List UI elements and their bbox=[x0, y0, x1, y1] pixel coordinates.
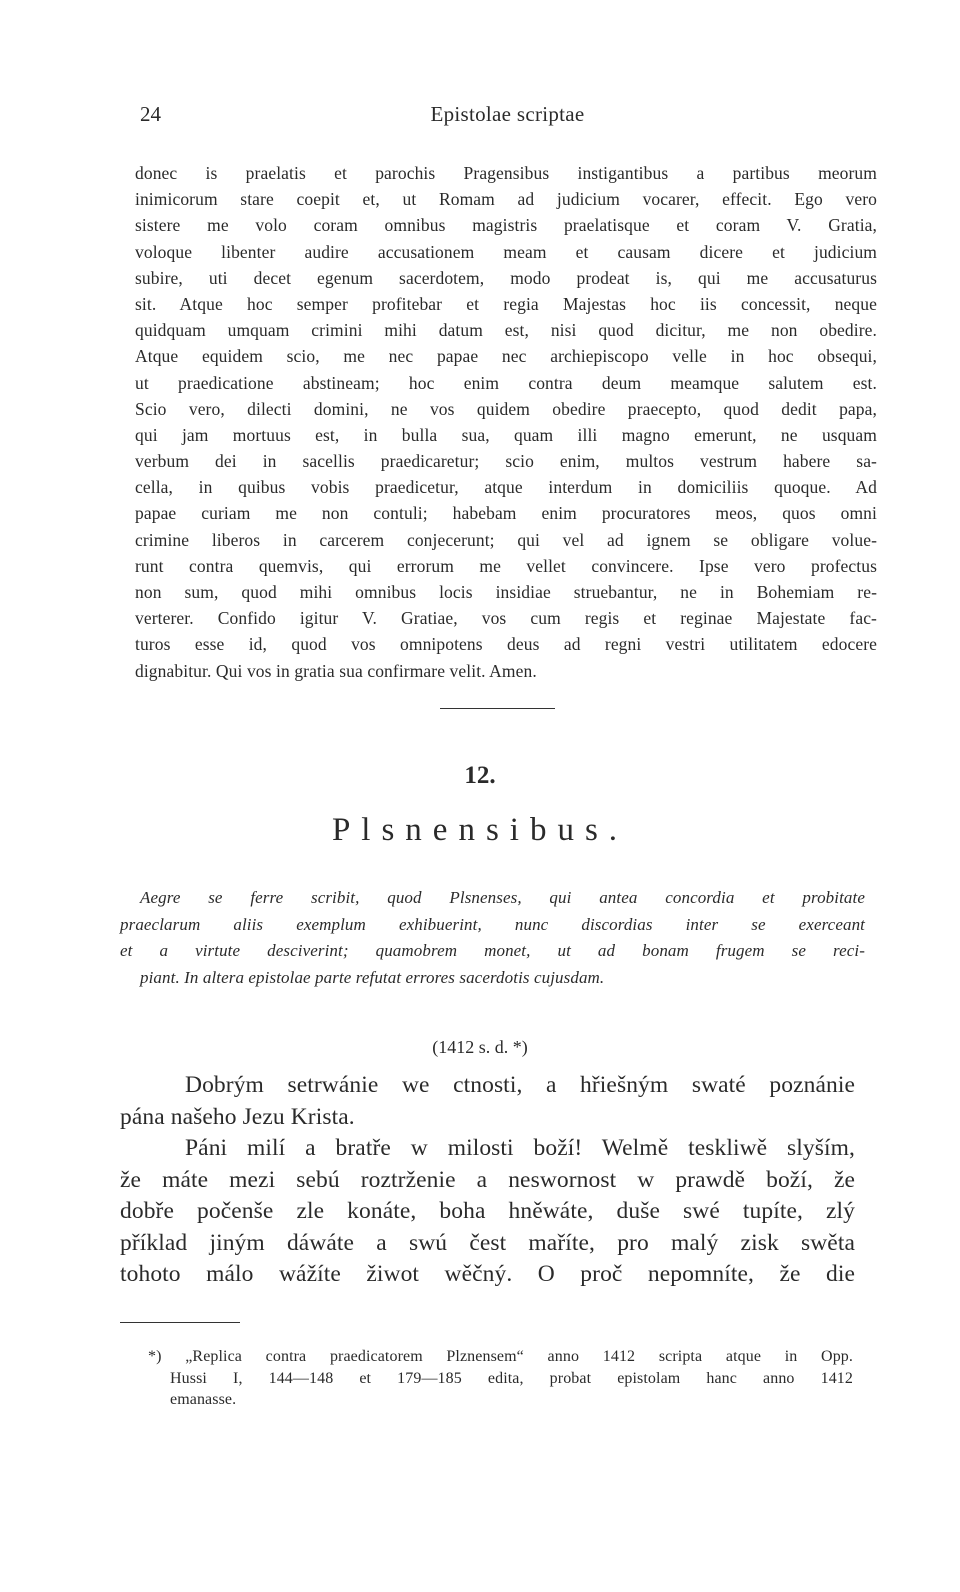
letter-number: 12. bbox=[464, 762, 496, 789]
text-line: ut praedicatione abstineam; hoc enim contra deum meamque salutem est. bbox=[135, 372, 877, 393]
text-line: runt contra quemvis, qui errorum me vellet convincere. Ipse vero profectus bbox=[135, 555, 877, 576]
text-line: příklad jiným dáwáte a swú čest maříte, pro malý zisk swěta bbox=[120, 1229, 855, 1256]
summary-line: et a virtute desciverint; quamobrem monet, ut ad bonam frugem se reci- bbox=[120, 941, 865, 960]
section-divider bbox=[440, 708, 555, 709]
latin-letter-text bbox=[135, 160, 877, 684]
text-line: verterer. Confido igitur V. Gratiae, vos cum regis et reginae Majestate fac- bbox=[135, 608, 877, 629]
text-line: dobře počenše zle konáte, boha hněwáte, duše swé tupíte, zlý bbox=[120, 1198, 855, 1224]
page-header bbox=[140, 102, 875, 132]
text-line: papae curiam me non contuli; habebam enim procuratores meos, quos omni bbox=[135, 503, 877, 524]
text-line: že máte mezi sebú roztrženie a neswornost w prawdě boží, že bbox=[120, 1166, 855, 1193]
letter-title: Plsnensibus. bbox=[331, 812, 629, 848]
text-line: turos esse id, quod vos omnipotens deus ad regni vestri utilitatem edocere bbox=[135, 634, 877, 655]
text-line: Atque equidem scio, me nec papae nec archiepiscopo velle in hoc obsequi, bbox=[135, 346, 877, 367]
text-line: verbum dei in sacellis praedicaretur; scio enim, multos vestrum habere sa- bbox=[135, 451, 877, 472]
text-line: Scio vero, dilecti domini, ne vos quidem obedire praecepto, quod dedit papa, bbox=[135, 398, 877, 419]
text-line: inimicorum stare coepit et, ut Romam ad judicium vocarer, effecit. Ego vero bbox=[135, 189, 877, 210]
text-line: tohoto málo wážíte žiwot wěčný. O proč nepomníte, že die bbox=[120, 1261, 855, 1287]
summary-line: praeclarum aliis exemplum exhibuerint, nunc discordias inter se exerceant bbox=[120, 914, 865, 934]
text-line: dignabitur. Qui vos in gratia sua confirmare velit. Amen. bbox=[135, 660, 537, 681]
page-number: 24 bbox=[140, 102, 161, 126]
footnote-divider bbox=[120, 1322, 240, 1323]
text-line: Dobrým setrwánie we ctnosti, a hřiešným swaté poznánie bbox=[185, 1072, 855, 1098]
text-line: crimine liberos in carcerem conjecerunt; qui vel ad ignem se obligare volue- bbox=[135, 529, 877, 550]
footnote-line: emanasse. bbox=[170, 1391, 237, 1408]
text-line: voloque libenter audire accusationem meam et causam dicere et judicium bbox=[135, 241, 877, 262]
text-line: donec is praelatis et parochis Pragensibus instigantibus a partibus meorum bbox=[135, 163, 877, 183]
text-line: quidquam umquam crimini mihi datum est, nisi quod dicitur, me non obedire. bbox=[135, 320, 877, 341]
footnote-line: Hussi I, 144—148 et 179—185 edita, probat epistolam hanc anno 1412 bbox=[170, 1369, 853, 1387]
czech-letter-text bbox=[120, 1070, 855, 1291]
running-title: Epistolae scriptae bbox=[430, 102, 585, 126]
text-line: pána našeho Jezu Krista. bbox=[120, 1103, 355, 1130]
footnote-line: *) „Replica contra praedicatorem Plznensem“ anno 1412 scripta atque in Opp. bbox=[148, 1348, 853, 1365]
text-line: Páni milí a bratře w milosti boží! Welmě teskliwě slyším, bbox=[185, 1135, 855, 1161]
text-line: sit. Atque hoc semper profitebar et regia Majestas hoc iis concessit, neque bbox=[135, 293, 877, 314]
footnote bbox=[148, 1346, 853, 1411]
summary-line: piant. In altera epistolae parte refutat errores sacerdotis cujusdam. bbox=[140, 967, 605, 987]
text-line: non sum, quod mihi omnibus locis insidiae struebantur, ne in Bohemiam re- bbox=[135, 582, 877, 602]
text-line: qui jam mortuus est, in bulla sua, quam illi magno emerunt, ne usquam bbox=[135, 424, 877, 445]
text-line: sistere me volo coram omnibus magistris praelatisque et coram V. Gratia, bbox=[135, 215, 877, 236]
text-line: subire, uti decet egenum sacerdotem, modo prodeat is, qui me accusaturus bbox=[135, 267, 877, 288]
text-line: cella, in quibus vobis praedicetur, atque interdum in domiciliis quoque. Ad bbox=[135, 477, 877, 498]
letter-date: (1412 s. d. *) bbox=[432, 1037, 528, 1057]
letter-summary bbox=[120, 885, 865, 991]
summary-line: Aegre se ferre scribit, quod Plsnenses, qui antea concordia et probitate bbox=[140, 888, 865, 907]
